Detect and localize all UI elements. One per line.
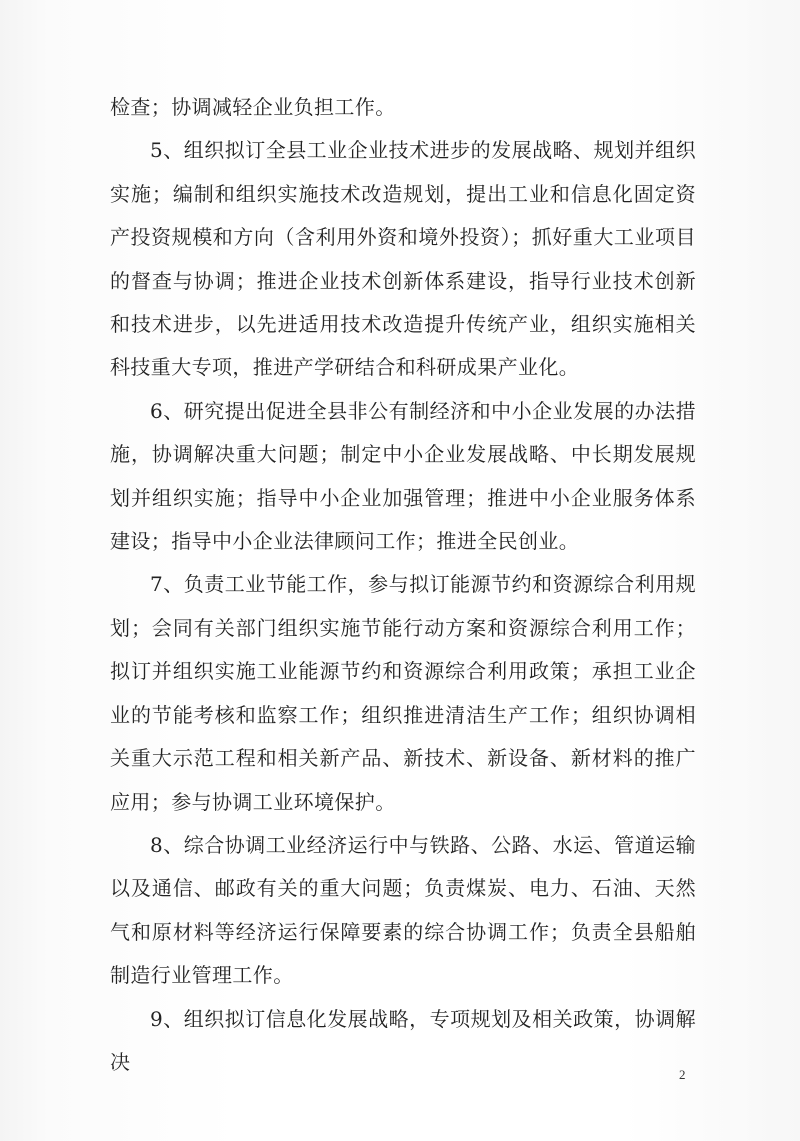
paragraph-item-6: 6、研究提出促进全县非公有制经济和中小企业发展的办法措施，协调解决重大问题；制定中小企业发展战略、中长期发展规划并组织实施；指导中小企业加强管理；推进中小企业服务体系建设；指导中小企业法律顾问工作；推进全民创业。 — [110, 398, 696, 554]
document-body — [110, 86, 696, 1084]
paragraph-continuation: 检查；协调减轻企业负担工作。 — [110, 95, 396, 119]
paragraph-item-9: 9、组织拟订信息化发展战略，专项规划及相关政策，协调解决 — [110, 1006, 696, 1074]
page-number: 2 — [679, 1067, 686, 1082]
paragraph-item-7: 7、负责工业节能工作，参与拟订能源节约和资源综合利用规划；会同有关部门组织实施节能行动方案和资源综合利用工作；拟订并组织实施工业能源节约和资源综合利用政策；承担工业企业的节能考核和监察工作；组织推进清洁生产工作；组织协调相关重大示范工程和相关新产品、新技术、新设备、新材料的推广应用；参与协调工业环境保护。 — [110, 572, 696, 814]
paragraph-item-8: 8、综合协调工业经济运行中与铁路、公路、水运、管道运输以及通信、邮政有关的重大问题；负责煤炭、电力、石油、天然气和原材料等经济运行保障要素的综合协调工作；负责全县船舶制造行业管理工作。 — [110, 832, 696, 988]
paragraph-item-5: 5、组织拟订全县工业企业技术进步的发展战略、规划并组织实施；编制和组织实施技术改造规划，提出工业和信息化固定资产投资规模和方向（含利用外资和境外投资）；抓好重大工业项目的督查与协调；推进企业技术创新体系建设，指导行业技术创新和技术进步，以先进适用技术改造提升传统产业，组织实施相关科技重大专项，推进产学研结合和科研成果产业化。 — [110, 138, 696, 380]
